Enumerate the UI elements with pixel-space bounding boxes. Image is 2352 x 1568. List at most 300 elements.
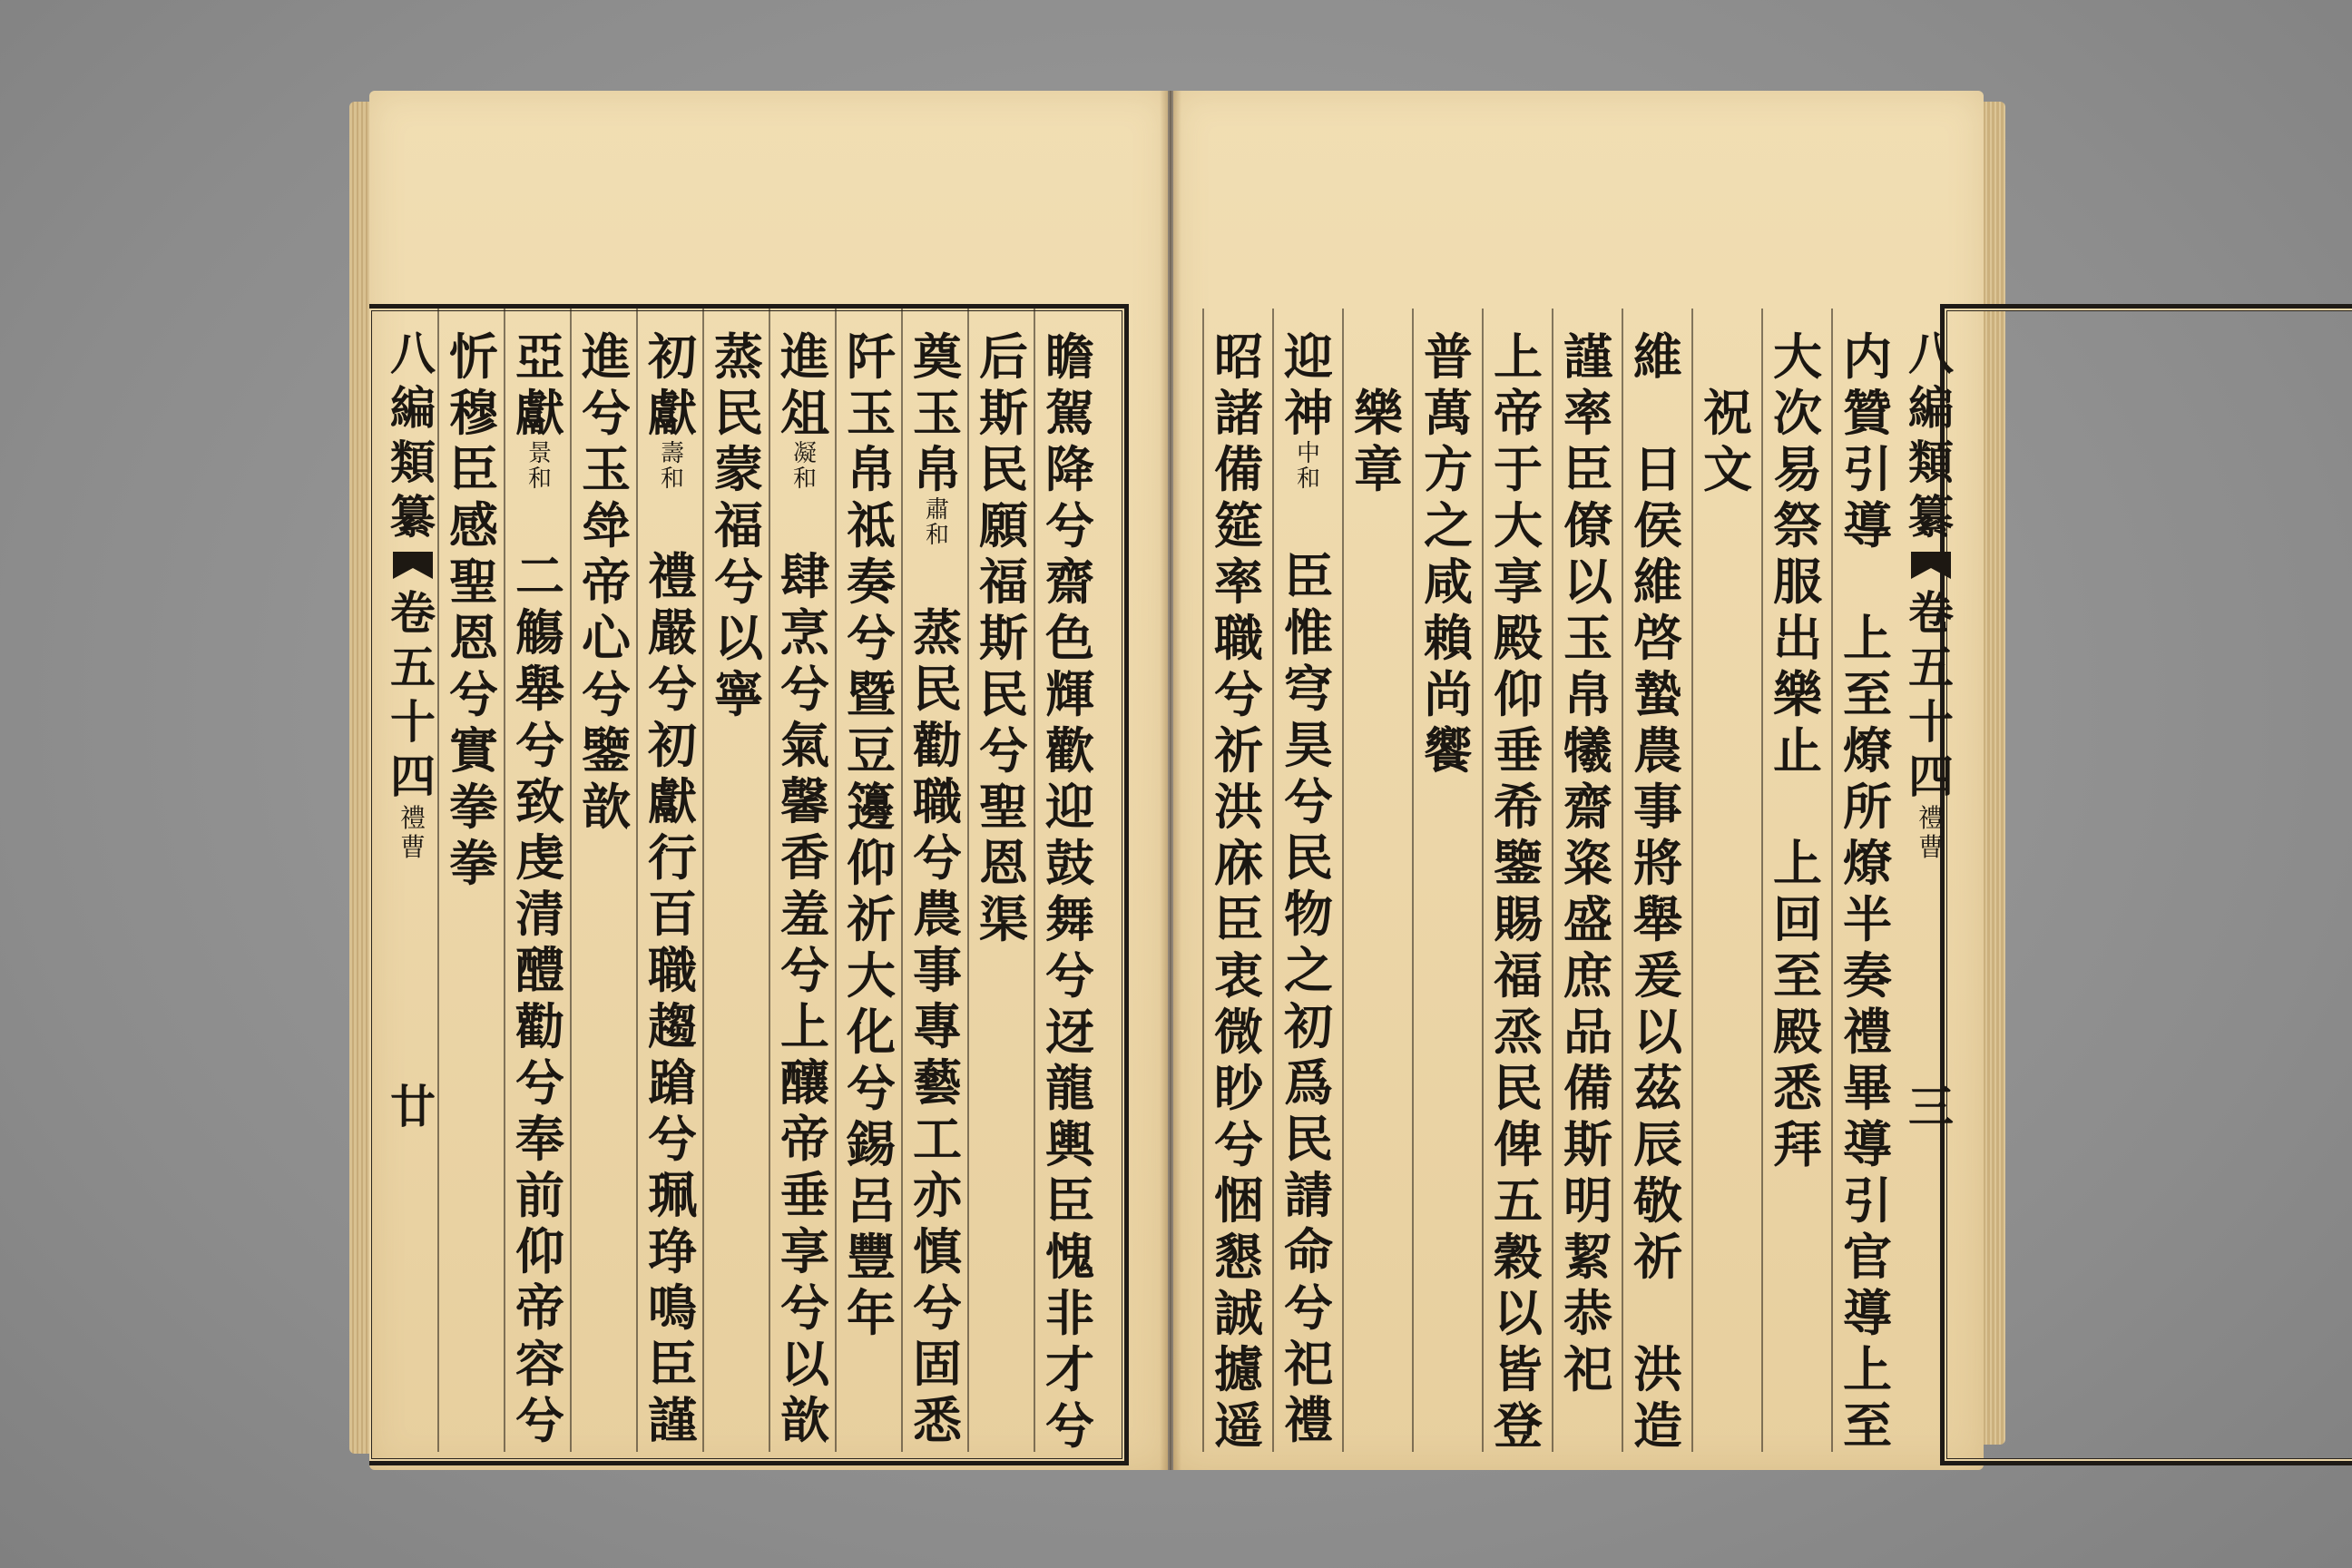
glyph: 至 <box>1843 665 1892 723</box>
glyph: 賴 <box>1424 609 1473 667</box>
glyph: 香 <box>780 828 829 887</box>
column-rule <box>835 309 837 1452</box>
glyph: 兮 <box>1214 1115 1263 1173</box>
text-column <box>511 328 569 1448</box>
glyph: 民 <box>714 384 763 442</box>
glyph: 忻 <box>449 328 498 386</box>
glyph: 導 <box>1843 496 1892 554</box>
glyph: 垂 <box>780 1166 829 1224</box>
spine-section-char: 禮 <box>1917 803 1944 833</box>
glyph: 瞻 <box>1045 328 1094 386</box>
text-column <box>908 328 966 1448</box>
glyph: 氣 <box>780 716 829 774</box>
glyph: 臣 <box>1214 890 1263 948</box>
glyph: 固 <box>913 1335 962 1393</box>
glyph: 啓 <box>1633 609 1682 667</box>
spine-title-char: 纂 <box>1908 490 1954 544</box>
glyph: 恩 <box>449 609 498 667</box>
glyph: 章 <box>1354 440 1403 498</box>
column-rule <box>1831 309 1833 1452</box>
glyph: 前 <box>515 1166 564 1224</box>
glyph: 進 <box>780 328 829 386</box>
text-column <box>643 328 701 1448</box>
glyph: 導 <box>1843 1115 1892 1173</box>
left-spine-title <box>386 327 440 1134</box>
glyph: 拳 <box>449 778 498 836</box>
glyph: 引 <box>1843 440 1892 498</box>
glyph: 容 <box>515 1335 564 1393</box>
page-number: 廿 <box>390 1080 436 1133</box>
glyph: 藝 <box>913 1054 962 1112</box>
glyph: 奉 <box>515 1110 564 1168</box>
glyph: 兮 <box>1045 496 1094 554</box>
glyph: 色 <box>1045 609 1094 667</box>
spine-title-char: 八 <box>1908 327 1954 380</box>
glyph: 蹌 <box>648 1054 697 1112</box>
glyph: 導 <box>1843 1284 1892 1342</box>
glyph: 悉 <box>1773 1059 1822 1117</box>
column-rule <box>1622 309 1623 1452</box>
glyph: 駕 <box>1045 384 1094 442</box>
glyph: 兮 <box>913 1279 962 1337</box>
glyph: 敬 <box>1633 1171 1682 1230</box>
glyph: 服 <box>1773 553 1822 611</box>
glyph: 攄 <box>1214 1340 1263 1398</box>
glyph: 行 <box>648 828 697 887</box>
glyph: 盛 <box>1563 890 1612 948</box>
glyph: 兮 <box>582 665 631 723</box>
glyph: 辰 <box>1633 1115 1682 1173</box>
glyph: 維 <box>1633 553 1682 611</box>
spine-volume-char: 十 <box>1908 695 1954 749</box>
glyph: 止 <box>1773 721 1822 779</box>
glyph: 兮 <box>913 828 962 887</box>
glyph: 農 <box>1633 721 1682 779</box>
glyph: 尚 <box>1424 665 1473 723</box>
glyph: 希 <box>1494 778 1543 836</box>
glyph: 以 <box>780 1335 829 1393</box>
glyph: 趨 <box>648 997 697 1055</box>
glyph: 大 <box>1494 496 1543 554</box>
glyph: 肅 <box>925 496 949 524</box>
glyph: 拜 <box>1773 1115 1822 1173</box>
spine-volume-char: 四 <box>1908 750 1954 803</box>
glyph: 奏 <box>847 553 896 611</box>
glyph: 咸 <box>1424 553 1473 611</box>
glyph: 景 <box>527 440 552 467</box>
glyph: 兮 <box>780 1279 829 1337</box>
glyph: 至 <box>1773 946 1822 1004</box>
glyph: 所 <box>1843 778 1892 836</box>
glyph: 輝 <box>1045 665 1094 723</box>
column-rule <box>570 309 572 1452</box>
text-column <box>975 328 1033 947</box>
glyph: 昭 <box>1214 328 1263 386</box>
glyph: 賜 <box>1494 890 1543 948</box>
glyph: 殿 <box>1773 1003 1822 1061</box>
glyph: 齋 <box>1563 778 1612 836</box>
glyph: 福 <box>979 553 1028 611</box>
text-column <box>445 328 503 891</box>
glyph: 穆 <box>449 384 498 442</box>
glyph: 職 <box>648 941 697 999</box>
glyph: 專 <box>913 997 962 1055</box>
glyph: 誠 <box>1214 1284 1263 1342</box>
glyph: 聖 <box>449 553 498 611</box>
glyph: 大 <box>847 946 896 1004</box>
column-rule <box>1482 309 1484 1452</box>
glyph: 心 <box>582 609 631 667</box>
glyph: 化 <box>847 1003 896 1061</box>
glyph: 半 <box>1843 890 1892 948</box>
column-rule <box>504 309 505 1452</box>
glyph: 馨 <box>780 772 829 830</box>
glyph: 肆 <box>780 547 829 605</box>
glyph: 粢 <box>1563 834 1612 892</box>
glyph: 回 <box>1773 890 1822 948</box>
glyph: 庥 <box>1214 834 1263 892</box>
glyph: 鳴 <box>648 1279 697 1337</box>
glyph: 之 <box>1284 941 1333 999</box>
glyph: 命 <box>1284 1222 1333 1280</box>
glyph: 洪 <box>1633 1340 1682 1398</box>
column-rule <box>1034 309 1035 1452</box>
glyph: 壽 <box>660 440 684 467</box>
column-rule <box>1691 309 1693 1452</box>
glyph: 俎 <box>780 384 829 442</box>
spine-volume-char: 卷 <box>1908 586 1954 640</box>
glyph: 迓 <box>1045 1003 1094 1061</box>
glyph: 百 <box>648 885 697 943</box>
glyph: 率 <box>1214 553 1263 611</box>
glyph: 以 <box>1494 1284 1543 1342</box>
glyph: 獻 <box>648 772 697 830</box>
glyph: 兮 <box>847 1059 896 1117</box>
page-number: 三 <box>1908 1080 1954 1133</box>
glyph: 斚 <box>582 496 631 554</box>
spine-title-char: 類 <box>390 436 436 489</box>
glyph: 非 <box>1045 1284 1094 1342</box>
glyph: 玉 <box>1563 609 1612 667</box>
glyph: 事 <box>913 941 962 999</box>
glyph: 帝 <box>1494 384 1543 442</box>
glyph: 錫 <box>847 1115 896 1173</box>
glyph: 獻 <box>515 384 564 442</box>
glyph: 暨 <box>847 665 896 723</box>
glyph: 臣 <box>1563 440 1612 498</box>
glyph: 才 <box>1045 1340 1094 1398</box>
glyph: 蟄 <box>1633 665 1682 723</box>
glyph: 民 <box>1284 1110 1333 1168</box>
glyph: 民 <box>979 665 1028 723</box>
glyph: 備 <box>1563 1059 1612 1117</box>
glyph: 登 <box>1494 1396 1543 1455</box>
glyph: 祗 <box>847 496 896 554</box>
glyph: 職 <box>1214 609 1263 667</box>
glyph: 謹 <box>648 1391 697 1449</box>
text-column <box>1629 328 1687 1454</box>
spine-volume-char: 卷 <box>390 586 436 640</box>
glyph: 初 <box>648 328 697 386</box>
fish-tail-mark <box>393 552 433 579</box>
glyph: 臣 <box>449 440 498 498</box>
glyph: 祭 <box>1773 496 1822 554</box>
glyph: 祀 <box>1563 1340 1612 1398</box>
glyph: 恭 <box>1563 1284 1612 1342</box>
glyph: 和 <box>660 466 684 493</box>
text-column <box>710 328 768 722</box>
glyph: 明 <box>1563 1171 1612 1230</box>
glyph: 上 <box>1843 609 1892 667</box>
glyph: 玉 <box>582 440 631 498</box>
glyph: 帛 <box>1563 665 1612 723</box>
glyph: 日 <box>1633 440 1682 498</box>
glyph: 兮 <box>1284 772 1333 830</box>
right-text-frame <box>1940 304 2352 1465</box>
glyph: 之 <box>1424 496 1473 554</box>
glyph: 斯 <box>979 609 1028 667</box>
glyph: 歆 <box>780 1391 829 1449</box>
glyph: 勸 <box>515 997 564 1055</box>
left-page <box>369 91 1168 1470</box>
glyph: 禮 <box>1843 1003 1892 1061</box>
glyph: 悉 <box>913 1391 962 1449</box>
glyph: 爲 <box>1284 1054 1333 1112</box>
glyph: 帝 <box>780 1110 829 1168</box>
spine-volume-char: 五 <box>390 641 436 694</box>
spine-volume-char: 五 <box>1908 641 1954 694</box>
glyph: 内 <box>1843 328 1892 386</box>
spine-title-char: 纂 <box>390 490 436 544</box>
glyph: 萬 <box>1424 384 1473 442</box>
glyph: 兮 <box>780 941 829 999</box>
spine-title-char: 類 <box>1908 436 1954 489</box>
glyph: 帛 <box>847 440 896 498</box>
glyph: 享 <box>1494 553 1543 611</box>
glyph: 垂 <box>1494 721 1543 779</box>
glyph: 遥 <box>1214 1396 1263 1455</box>
glyph: 兮 <box>1214 665 1263 723</box>
text-column <box>1349 328 1407 497</box>
glyph: 和 <box>792 466 817 493</box>
glyph: 筵 <box>1214 496 1263 554</box>
glyph: 俾 <box>1494 1115 1543 1173</box>
glyph: 絜 <box>1563 1228 1612 1286</box>
glyph: 歆 <box>582 778 631 836</box>
glyph: 兮 <box>449 665 498 723</box>
glyph: 普 <box>1424 328 1473 386</box>
glyph: 阡 <box>847 328 896 386</box>
glyph: 品 <box>1563 1003 1612 1061</box>
glyph: 醴 <box>515 941 564 999</box>
glyph: 烝 <box>1494 1003 1543 1061</box>
glyph: 寧 <box>714 665 763 723</box>
text-column <box>1769 328 1827 1172</box>
glyph: 降 <box>1045 440 1094 498</box>
glyph: 請 <box>1284 1166 1333 1224</box>
glyph: 呂 <box>847 1171 896 1230</box>
glyph: 祈 <box>1214 721 1263 779</box>
glyph: 觴 <box>515 603 564 662</box>
glyph: 洪 <box>1214 778 1263 836</box>
glyph: 昊 <box>1284 716 1333 774</box>
glyph: 備 <box>1214 440 1263 498</box>
glyph: 鑒 <box>1494 834 1543 892</box>
glyph: 輿 <box>1045 1115 1094 1173</box>
glyph: 引 <box>1843 1171 1892 1230</box>
glyph: 大 <box>1773 328 1822 386</box>
glyph: 聖 <box>979 778 1028 836</box>
glyph: 年 <box>847 1284 896 1342</box>
column-rule <box>1552 309 1553 1452</box>
glyph: 進 <box>582 328 631 386</box>
glyph: 舞 <box>1045 890 1094 948</box>
text-column <box>776 328 834 1448</box>
glyph: 工 <box>913 1110 962 1168</box>
glyph: 釀 <box>780 1054 829 1112</box>
glyph: 將 <box>1633 834 1682 892</box>
text-column <box>1489 328 1547 1454</box>
glyph: 饗 <box>1424 721 1473 779</box>
glyph: 穹 <box>1284 660 1333 718</box>
glyph: 斯 <box>1563 1115 1612 1173</box>
column-rule <box>1202 309 1204 1452</box>
glyph: 犧 <box>1563 721 1612 779</box>
glyph: 農 <box>913 885 962 943</box>
glyph: 樂 <box>1773 665 1822 723</box>
glyph: 齋 <box>1045 553 1094 611</box>
glyph: 兮 <box>1045 1396 1094 1455</box>
glyph: 僚 <box>1563 496 1612 554</box>
glyph: 后 <box>979 328 1028 386</box>
glyph: 贊 <box>1843 384 1892 442</box>
book-gutter <box>1160 91 1181 1470</box>
glyph: 二 <box>515 547 564 605</box>
glyph: 羞 <box>780 885 829 943</box>
glyph: 物 <box>1284 885 1333 943</box>
column-rule <box>636 309 638 1452</box>
text-column <box>1279 328 1338 1448</box>
glyph: 惟 <box>1284 603 1333 662</box>
glyph: 穀 <box>1494 1228 1543 1286</box>
open-book <box>349 91 2005 1470</box>
text-column <box>1838 328 1896 1454</box>
glyph: 五 <box>1494 1171 1543 1230</box>
glyph: 迎 <box>1284 328 1333 386</box>
glyph: 奏 <box>1843 946 1892 1004</box>
glyph: 文 <box>1703 440 1752 498</box>
glyph: 祈 <box>847 890 896 948</box>
text-column <box>1041 328 1099 1454</box>
glyph: 仰 <box>1494 665 1543 723</box>
glyph: 兮 <box>847 609 896 667</box>
glyph: 蒙 <box>714 440 763 498</box>
column-rule <box>901 309 903 1452</box>
glyph: 民 <box>979 440 1028 498</box>
glyph: 微 <box>1214 1003 1263 1061</box>
glyph: 謹 <box>1563 328 1612 386</box>
glyph: 帛 <box>913 440 962 498</box>
glyph: 兮 <box>648 1110 697 1168</box>
glyph: 玉 <box>847 384 896 442</box>
glyph: 迎 <box>1045 778 1094 836</box>
text-column <box>1559 328 1617 1397</box>
glyph: 爰 <box>1633 946 1682 1004</box>
glyph: 以 <box>1633 1003 1682 1061</box>
glyph: 恩 <box>979 834 1028 892</box>
glyph: 次 <box>1773 384 1822 442</box>
column-rule <box>967 309 969 1452</box>
glyph: 燎 <box>1843 834 1892 892</box>
glyph: 和 <box>925 522 949 549</box>
glyph: 維 <box>1633 328 1682 386</box>
right-page <box>1173 91 1984 1470</box>
glyph: 畢 <box>1843 1059 1892 1117</box>
glyph: 庶 <box>1563 946 1612 1004</box>
glyph: 殿 <box>1494 609 1543 667</box>
spine-title-char: 編 <box>390 381 436 435</box>
glyph: 職 <box>913 772 962 830</box>
glyph: 亦 <box>913 1166 962 1224</box>
glyph: 兮 <box>515 1054 564 1112</box>
glyph: 兮 <box>582 384 631 442</box>
spine-section-char: 曹 <box>399 832 426 862</box>
glyph: 上 <box>780 997 829 1055</box>
glyph: 兮 <box>515 716 564 774</box>
glyph: 悃 <box>1214 1171 1263 1230</box>
glyph: 福 <box>1494 946 1543 1004</box>
spine-volume-char: 四 <box>390 750 436 803</box>
glyph: 臣 <box>648 1335 697 1393</box>
glyph: 珮 <box>648 1166 697 1224</box>
spine-section-char: 禮 <box>399 803 426 833</box>
column-rule <box>769 309 770 1452</box>
glyph: 歡 <box>1045 721 1094 779</box>
column-rule <box>1272 309 1274 1452</box>
glyph: 琤 <box>648 1222 697 1280</box>
glyph: 和 <box>1296 466 1320 493</box>
glyph: 兮 <box>979 721 1028 779</box>
column-rule <box>1412 309 1414 1452</box>
glyph: 蒸 <box>913 603 962 662</box>
glyph: 舉 <box>1633 890 1682 948</box>
glyph: 兮 <box>515 1391 564 1449</box>
glyph: 以 <box>1563 553 1612 611</box>
glyph: 玉 <box>913 384 962 442</box>
glyph: 臣 <box>1284 547 1333 605</box>
spine-title-char: 八 <box>390 327 436 380</box>
glyph: 眇 <box>1214 1059 1263 1117</box>
glyph: 享 <box>780 1222 829 1280</box>
glyph: 事 <box>1633 778 1682 836</box>
glyph: 侯 <box>1633 496 1682 554</box>
glyph: 以 <box>714 609 763 667</box>
glyph: 感 <box>449 496 498 554</box>
glyph: 蒸 <box>714 328 763 386</box>
glyph: 皆 <box>1494 1340 1543 1398</box>
glyph: 虔 <box>515 828 564 887</box>
glyph: 方 <box>1424 440 1473 498</box>
glyph: 易 <box>1773 440 1822 498</box>
glyph: 斯 <box>979 384 1028 442</box>
text-column <box>1210 328 1268 1454</box>
glyph: 致 <box>515 772 564 830</box>
glyph: 民 <box>913 660 962 718</box>
glyph: 諸 <box>1214 384 1263 442</box>
spine-volume-char: 十 <box>390 695 436 749</box>
glyph: 至 <box>1843 1396 1892 1455</box>
glyph: 慎 <box>913 1222 962 1280</box>
